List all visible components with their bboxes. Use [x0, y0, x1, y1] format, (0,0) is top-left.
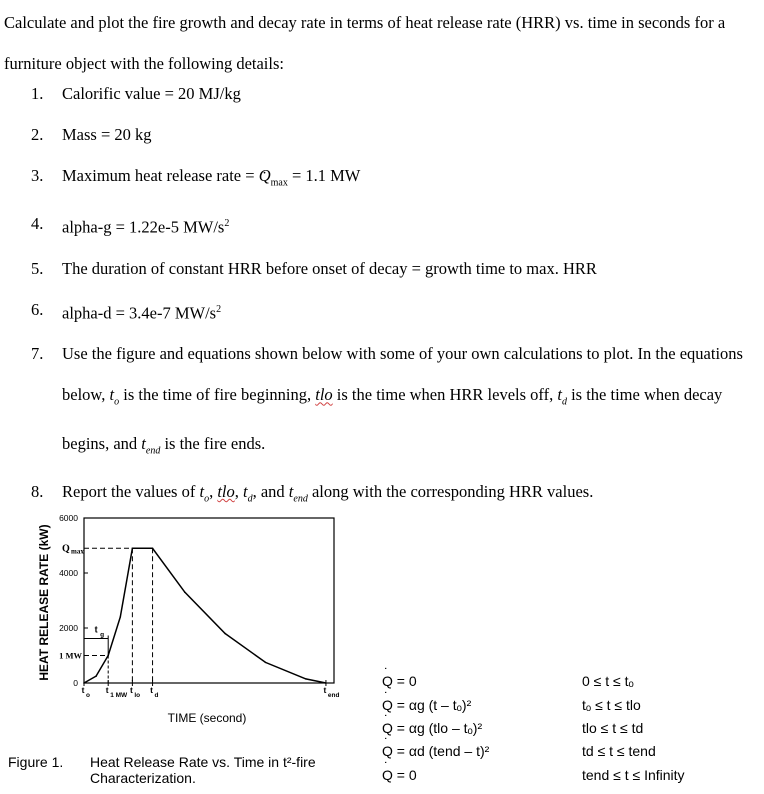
- item-number: 5.: [31, 258, 44, 278]
- q-max-subscript: max: [71, 547, 84, 556]
- item-text: along with the corresponding HRR values.: [307, 481, 594, 501]
- y-tick-label: 6000: [59, 513, 78, 523]
- x-marker-subscript: d: [154, 692, 159, 699]
- x-marker-subscript: end: [327, 692, 340, 699]
- x-marker-subscript: 1 MW: [110, 692, 128, 699]
- item-text: is the time of fire beginning,: [119, 385, 316, 405]
- list-item-6: [0, 289, 764, 334]
- one-mw-label: 1 MW: [59, 650, 82, 661]
- x-marker-subscript: o: [86, 692, 90, 699]
- t-symbol: t: [109, 385, 115, 405]
- t-symbol: t: [288, 481, 294, 501]
- o-subscript: o: [204, 493, 210, 505]
- t-symbol: t: [242, 481, 248, 501]
- list-item-7: [0, 333, 764, 471]
- hrr-data-point: [265, 662, 267, 664]
- equation-rhs: = 0: [392, 767, 417, 783]
- chart-plot-area: [37, 513, 340, 725]
- equation-4: [382, 743, 489, 759]
- item-number: 4.: [31, 214, 44, 234]
- item-number: 8.: [31, 481, 44, 501]
- hrr-data-point: [95, 675, 97, 677]
- q-dot-symbol: ˙ Q: [382, 697, 393, 713]
- equation-range-4: td ≤ t ≤ tend: [582, 743, 656, 759]
- t-symbol: t: [557, 385, 562, 405]
- separator: ,: [234, 481, 243, 501]
- separator: ,: [209, 481, 218, 501]
- d-subscript: d: [561, 396, 567, 408]
- hrr-data-point: [119, 616, 121, 618]
- plot-frame: [84, 518, 334, 683]
- equation-range-2: tₒ ≤ t ≤ tlo: [582, 697, 641, 713]
- figure-caption-text: Heat Release Rate vs. Time in t²-fire Characterization.: [90, 754, 316, 786]
- o-subscript: o: [114, 396, 120, 408]
- y-tick-label: 0: [73, 678, 78, 688]
- d-subscript: d: [247, 493, 253, 505]
- problem-intro: Calculate and plot the fire growth and decay rate in terms of heat release rate (HRR) vs. time in seconds for a furniture object with the following details:: [4, 13, 726, 73]
- hrr-curve: [84, 548, 326, 683]
- tlo-symbol: tlo: [315, 385, 333, 405]
- tlo-symbol: tlo: [217, 481, 235, 501]
- equation-3: [382, 720, 482, 736]
- item-text-tail: = 1.1 MW: [287, 166, 361, 185]
- equation-1: [382, 673, 417, 689]
- x-marker-label: t: [150, 685, 153, 695]
- item-text: The duration of constant HRR before onset of decay = growth time to max. HRR: [62, 258, 597, 278]
- equation-range-3: tlo ≤ t ≤ td: [582, 720, 644, 736]
- item-text: is the fire ends.: [160, 433, 266, 453]
- equation-rhs: = 0: [392, 673, 417, 689]
- requirements-list: [0, 73, 764, 519]
- y-tick-label: 2000: [59, 623, 78, 633]
- x-marker-label: t: [81, 685, 85, 695]
- item-text: is the time when HRR levels off,: [332, 385, 558, 405]
- item-text: alpha-d = 3.4e-7 MW/s: [62, 303, 217, 323]
- equation-rhs: = αd (tend – t)²: [392, 743, 490, 759]
- q-max-label: Q: [62, 543, 70, 555]
- equation-range-1: 0 ≤ t ≤ tₒ: [582, 673, 634, 689]
- item-text: Mass = 20 kg: [62, 125, 152, 144]
- item-number: 1.: [31, 84, 44, 103]
- separator: , and: [252, 481, 289, 501]
- t-g-label: t: [94, 624, 98, 635]
- q-dot-symbol: ˙ Q: [382, 673, 393, 689]
- x-marker-label: t: [105, 685, 109, 695]
- hrr-data-point: [305, 678, 307, 680]
- equation-rhs: = αg (t – tₒ)²: [392, 697, 472, 713]
- hrr-data-point: [184, 591, 186, 593]
- item-text: Use the figure and equations shown below with some of your own calculations to plot. In the equations below,: [62, 344, 743, 405]
- q-dot-symbol: ˙ Q: [382, 743, 393, 759]
- item-number: 2.: [31, 125, 44, 144]
- item-number: 3.: [31, 166, 44, 185]
- q-max-subscript: max: [270, 177, 288, 189]
- t-symbol: t: [199, 481, 205, 501]
- x-marker-label: t: [323, 685, 327, 695]
- equation-rhs: = αg (tlo – tₒ)²: [392, 720, 483, 736]
- x-axis-label: TIME (second): [167, 711, 247, 725]
- hrr-data-point: [224, 633, 226, 635]
- item-text: alpha-g = 1.22e-5 MW/s: [62, 217, 225, 237]
- item-number: 7.: [31, 344, 44, 364]
- list-item-3: [0, 155, 764, 203]
- item-text: Calorific value = 20 MJ/kg: [62, 84, 241, 103]
- y-axis-label: HEAT RELEASE RATE (kW): [37, 524, 51, 681]
- item-text: Maximum heat release rate =: [62, 166, 259, 185]
- equation-5: [382, 767, 417, 783]
- x-marker-label: t: [129, 685, 133, 695]
- q-dot-symbol: ˙ Q: [259, 166, 271, 185]
- t-g-subscript: g: [100, 631, 105, 639]
- item-text: Report the values of: [62, 481, 200, 501]
- q-dot-symbol: ˙ Q: [382, 767, 393, 783]
- list-item-2: [0, 114, 764, 155]
- x-marker-subscript: lo: [134, 692, 141, 699]
- q-dot-symbol: ˙ Q: [382, 720, 393, 736]
- end-subscript: end: [293, 493, 308, 505]
- equation-range-5: tend ≤ t ≤ Infinity: [582, 767, 685, 783]
- list-item-4: [0, 203, 764, 248]
- equation-2: [382, 697, 471, 713]
- list-item-5: [0, 248, 764, 289]
- item-text: is the time when decay begins, and: [62, 385, 723, 453]
- end-subscript: end: [145, 444, 161, 456]
- list-item-1: [0, 73, 764, 114]
- item-superscript: 2: [216, 303, 222, 315]
- item-number: 6.: [31, 299, 44, 319]
- item-superscript: 2: [224, 218, 230, 230]
- figure-caption-label: Figure 1.: [8, 754, 64, 770]
- t-symbol: t: [141, 433, 146, 453]
- y-tick-label: 4000: [59, 568, 78, 578]
